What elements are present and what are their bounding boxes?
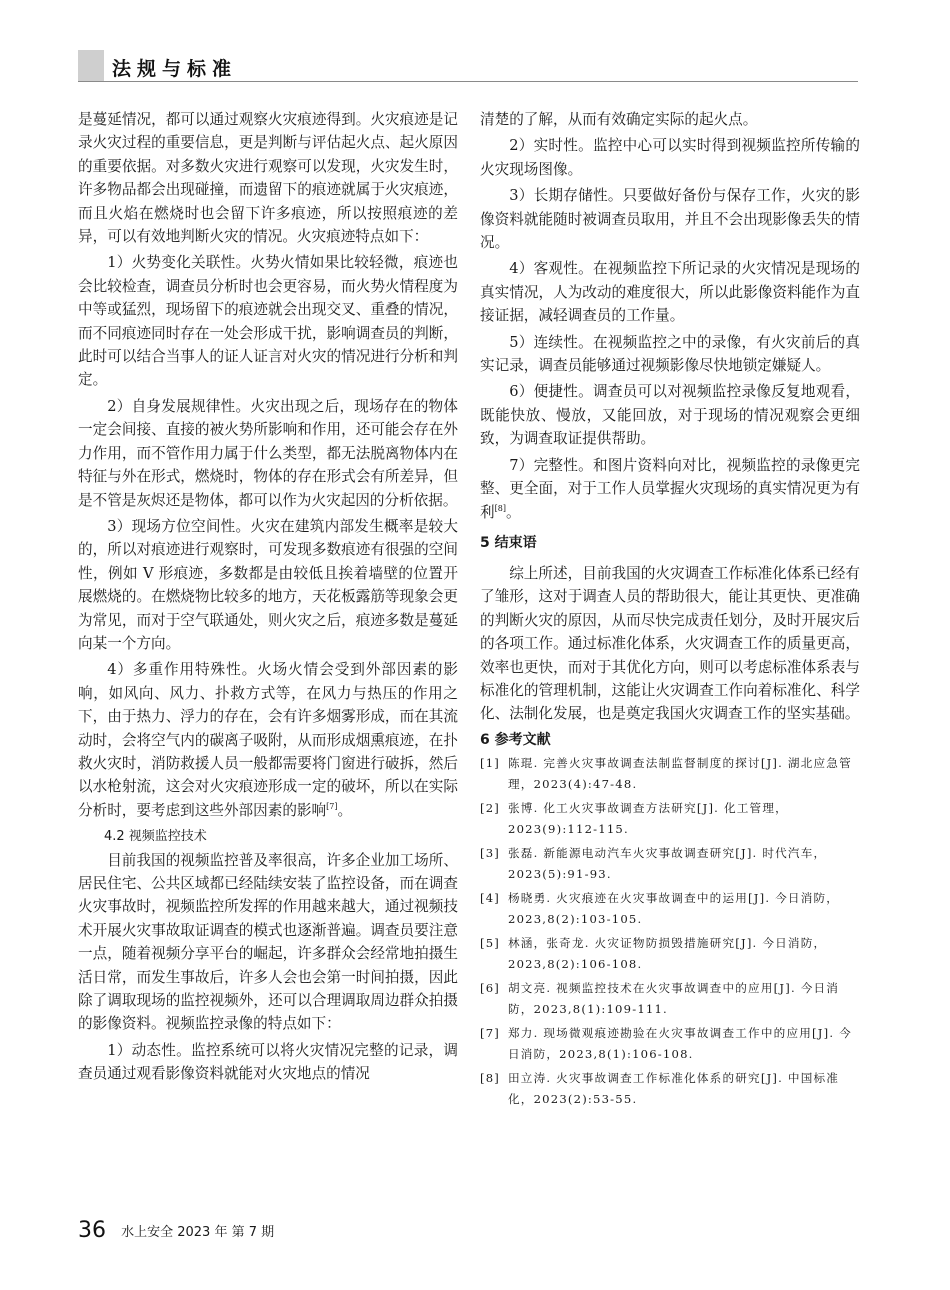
reference-text: 杨晓勇. 火灾痕迹在火灾事故调查中的运用[J]. 今日消防，2023,8(2):103-105. — [508, 890, 840, 927]
paragraph: 综上所述，目前我国的火灾调查工作标准化体系已经有了雏形，这对于调查人员的帮助很大，能让其更快、更准确的判断火灾的原因，从而尽快完成责任划分，及时开展灾后的各项工作。通过标准化体系，火灾调查工作的质量更高，效率也更快，而对于其优化方向，则可以考虑标准体系表与标准化的管理机制，这能让火灾调查工作向着标准化、科学化、法制化发展，也是奠定我国火灾调查工作的坚实基础。 — [480, 564, 860, 723]
reference-number: [1] — [480, 755, 501, 770]
paragraph: 2）实时性。监控中心可以实时得到视频监控所传输的火灾现场图像。 — [480, 137, 860, 178]
paragraph-end: 。 — [337, 801, 353, 819]
paragraph: 6）便捷性。调查员可以对视频监控录像反复地观看，既能快放、慢放，又能回放，对于现场的情况观察会更细致，为调查取证提供帮助。 — [480, 383, 860, 448]
reference-text: 陈琨. 完善火灾事故调查法制监督制度的探讨[J]. 湖北应急管理，2023(4):47-48. — [508, 755, 852, 792]
reference-item — [480, 888, 860, 931]
reference-text: 胡文亮. 视频监控技术在火灾事故调查中的应用[J]. 今日消防，2023,8(1):109-111. — [508, 980, 840, 1017]
paragraph: 目前我国的视频监控普及率很高，许多企业加工场所、居民住宅、公共区域都已经陆续安装了监控设备，而在调查火灾事故时，视频监控所发挥的作用越来越大，通过视频技术开展火灾事故取证调查的模式也逐渐普遍。调查员要注意一点，随着视频分享平台的崛起，许多群众会经常地拍摄生活日常，而发生事故后，许多人会也会第一时间拍摄，因此除了调取现场的监控视频外，还可以合理调取周边群众拍摄的影像资料。视频监控录像的特点如下： — [78, 851, 458, 1033]
paragraph: 5）连续性。在视频监控之中的录像，有火灾前后的真实记录，调查员能够通过视频影像尽快地锁定嫌疑人。 — [480, 333, 860, 375]
paragraph-end: 。 — [505, 503, 521, 521]
reference-text: 田立涛. 火灾事故调查工作标准化体系的研究[J]. 中国标准化，2023(2):53-55. — [508, 1070, 840, 1107]
reference-list — [480, 753, 860, 1111]
reference-number: [2] — [480, 800, 501, 815]
paragraph: 3）长期存储性。只要做好备份与保存工作，火灾的影像资料就能随时被调查员取用，并且不会出现影像丢失的情况。 — [480, 187, 860, 252]
section-header — [78, 50, 858, 82]
paragraph — [78, 658, 458, 822]
reference-item — [480, 978, 860, 1021]
reference-item — [480, 843, 860, 886]
section-title: 法规与标准 — [112, 58, 238, 80]
paragraph-text: 7）完整性。和图片资料向对比，视频监控的录像更完整、更全面，对于工作人员掌握火灾现场的真实情况更为有利 — [480, 456, 860, 521]
citation-ref: [7] — [326, 801, 338, 811]
section-heading-conclusion: 5 结束语 — [480, 534, 537, 551]
paragraph: 1）动态性。监控系统可以将火灾情况完整的记录，调查员通过观看影像资料就能对火灾地点的情况 — [78, 1041, 458, 1083]
reference-text: 张磊. 新能源电动汽车火灾事故调查研究[J]. 时代汽车，2023(5):91-93. — [508, 845, 827, 882]
reference-item — [480, 933, 860, 976]
reference-text: 郑力. 现场微观痕迹勘验在火灾事故调查工作中的应用[J]. 今日消防，2023,8(1):106-108. — [508, 1025, 852, 1062]
paragraph: 清楚的了解，从而有效确定实际的起火点。 — [480, 111, 758, 128]
reference-number: [4] — [480, 890, 501, 905]
subsection-heading: 4.2 视频监控技术 — [104, 829, 207, 845]
reference-number: [5] — [480, 935, 501, 950]
header-rule — [78, 81, 858, 82]
reference-number: [7] — [480, 1025, 501, 1040]
reference-item — [480, 1023, 860, 1066]
paragraph — [480, 454, 860, 524]
reference-item — [480, 798, 860, 841]
page-number: 36 — [78, 1218, 106, 1243]
reference-number: [6] — [480, 980, 501, 995]
paragraph: 1）火势变化关联性。火势火情如果比较轻微，痕迹也会比较检查，调查员分析时也会更容易，而火势火情程度为中等或猛烈，现场留下的痕迹就会出现交叉、重叠的情况，而不同痕迹同时存在一处会形成干扰，影响调查员的判断，此时可以结合当事人的证人证言对火灾的情况进行分析和判定。 — [78, 254, 458, 389]
right-column — [480, 108, 860, 1113]
paragraph: 4）客观性。在视频监控下所记录的火灾情况是现场的真实情况，人为改动的难度很大，所以此影像资料能作为直接证据，减轻调查员的工作量。 — [480, 260, 860, 325]
page-footer — [78, 1218, 274, 1243]
left-column — [78, 108, 458, 1089]
section-heading-references: 6 参考文献 — [480, 731, 551, 748]
paragraph: 是蔓延情况，都可以通过观察火灾痕迹得到。火灾痕迹是记录火灾过程的重要信息，更是判断与评估起火点、起火原因的重要依据。对多数火灾进行观察可以发现，火灾发生时，许多物品都会出现碰撞，而遗留下的痕迹就属于火灾痕迹，而且火焰在燃烧时也会留下许多痕迹，所以按照痕迹的差异，可以有效地判断火灾的情况。火灾痕迹特点如下： — [78, 111, 458, 246]
reference-number: [8] — [480, 1070, 501, 1085]
paragraph: 3）现场方位空间性。火灾在建筑内部发生概率是较大的，所以对痕迹进行观察时，可发现多数痕迹有很强的空间性，例如 V 形痕迹，多数都是由较低且挨着墙壁的位置开展燃烧的。在燃烧物比较多的地方，天花板露筋等现象会更为常见，而对于空气联通处，则火灾之后，痕迹多数是蔓延向某一个方向。 — [78, 517, 458, 652]
citation-ref: [8] — [494, 503, 506, 513]
header-accent-block — [78, 50, 104, 82]
reference-item — [480, 1068, 860, 1111]
paragraph: 2）自身发展规律性。火灾出现之后，现场存在的物体一定会间接、直接的被火势所影响和作用，还可能会存在外力作用，而不管作用力属于什么类型，都无法脱离物体内在特征与外在形式，燃烧时，物体的存在形式会有所差异，但是不管是灰烬还是物体，都可以作为火灾起因的分析依据。 — [78, 397, 458, 509]
journal-issue: 水上安全 2023 年 第 7 期 — [121, 1225, 275, 1240]
reference-number: [3] — [480, 845, 501, 860]
reference-text: 林涵，张奇龙. 火灾证物防损毁措施研究[J]. 今日消防，2023,8(2):106-108. — [508, 935, 827, 972]
paragraph-text: 4）多重作用特殊性。火场火情会受到外部因素的影响，如风向、风力、扑救方式等，在风力与热压的作用之下，由于热力、浮力的存在，会有许多烟雾形成，而在其流动时，会将空气内的碳离子吸附，从而形成烟熏痕迹，在扑救火灾时，消防救援人员一般都需要将门窗进行破拆，然后以水枪射流，这会对火灾痕迹形成一定的破坏，所以在实际分析时，要考虑到这些外部因素的影响 — [78, 661, 458, 819]
reference-item — [480, 753, 860, 796]
reference-text: 张博. 化工火灾事故调查方法研究[J]. 化工管理，2023(9):112-115. — [508, 800, 788, 837]
